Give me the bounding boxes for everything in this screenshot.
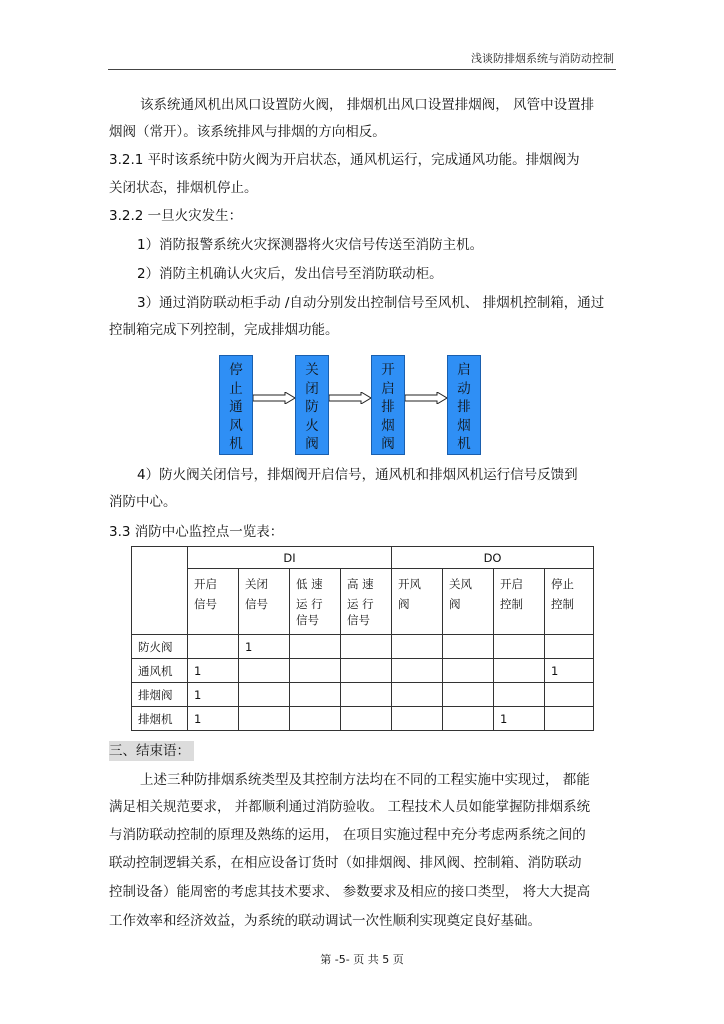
- table-cell: [443, 707, 494, 731]
- table-cell: [392, 683, 443, 707]
- table-cell: [239, 683, 290, 707]
- page-header-title: 浅谈防排烟系统与消防动控制: [471, 52, 614, 65]
- table-cell: 1: [494, 707, 545, 731]
- table-cell: [494, 683, 545, 707]
- step-3-cont: 控制箱完成下列控制，完成排烟功能。: [109, 322, 339, 338]
- table-cell: 1: [239, 635, 290, 659]
- conclusion-line: 工作效率和经济效益，为系统的联动调试一次性顺利实现奠定良好基础。: [109, 913, 541, 929]
- table-cell: [494, 635, 545, 659]
- table-cell: 1: [188, 659, 239, 683]
- table-cell: [188, 635, 239, 659]
- flow-box-stop-fan: [219, 355, 253, 455]
- table-cell: [290, 707, 341, 731]
- table-cell: [290, 683, 341, 707]
- table-cell: [239, 707, 290, 731]
- table-cell: [239, 659, 290, 683]
- flow-box-label: 关闭防火阀: [305, 362, 319, 452]
- table-cell: [290, 635, 341, 659]
- column-header: 停止 控制: [545, 569, 594, 635]
- conclusion-line: 控制设备）能周密的考虑其技术要求、 参数要求及相应的接口类型， 将大大提高: [109, 884, 591, 900]
- step-3: 3）通过消防联动柜手动 /自动分别发出控制信号至风机、 排烟机控制箱，通过: [137, 295, 605, 311]
- section-3-2-2-title: 3.2.2 一旦火灾发生：: [109, 208, 243, 224]
- page-footer: 第 -5- 页 共 5 页: [320, 953, 404, 966]
- table-cell: [392, 707, 443, 731]
- header-rule: [108, 69, 616, 70]
- conclusion-line: 与消防联动控制的原理及熟练的运用， 在项目实施过程中充分考虑两系统之间的: [109, 827, 586, 843]
- column-header: 关风 阀: [443, 569, 494, 635]
- step-4: 4）防火阀关闭信号，排烟阀开启信号，通风机和排烟风机运行信号反馈到: [137, 467, 578, 483]
- table-cell: [341, 707, 392, 731]
- table-cell: [341, 683, 392, 707]
- conclusion-line: 上述三种防排烟系统类型及其控制方法均在不同的工程实施中实现过， 都能: [140, 772, 590, 788]
- table-cell: [443, 659, 494, 683]
- table-cell: [341, 635, 392, 659]
- section-3-2-1-line: 关闭状态，排烟机停止。: [109, 180, 258, 196]
- step-2: 2）消防主机确认火灾后，发出信号至消防联动柜。: [137, 266, 443, 282]
- table-cell: [392, 635, 443, 659]
- step-1: 1）消防报警系统火灾探测器将火灾信号传送至消防主机。: [137, 237, 484, 253]
- conclusion-line: 满足相关规范要求， 并都顺利通过消防验收。 工程技术人员如能掌握防排烟系统: [109, 799, 591, 815]
- column-header: 开启 信号: [188, 569, 239, 635]
- table-row: [132, 635, 594, 659]
- flow-box-label: 启动排烟机: [457, 362, 471, 452]
- table-cell: 1: [188, 683, 239, 707]
- row-label: 排烟阀: [132, 683, 188, 707]
- monitoring-table: [131, 546, 594, 731]
- table-row: [132, 683, 594, 707]
- flow-box-label: 开启排烟阀: [381, 362, 395, 452]
- row-label: 排烟机: [132, 707, 188, 731]
- table-cell: [341, 659, 392, 683]
- table-cell: [545, 707, 594, 731]
- column-header: 关闭 信号: [239, 569, 290, 635]
- group-header-di: DI: [188, 547, 392, 569]
- table-cell: [494, 659, 545, 683]
- section-3-2-1-line: 3.2.1 平时该系统中防火阀为开启状态，通风机运行，完成通风功能。排烟阀为: [109, 152, 580, 168]
- table-row: [132, 659, 594, 683]
- table-row: [132, 707, 594, 731]
- conclusion-title: 三、结束语：: [109, 741, 194, 761]
- table-cell: [545, 635, 594, 659]
- paragraph-line: 烟阀（常开）。该系统排风与排烟的方向相反。: [109, 124, 386, 140]
- flow-box-label: 停止通风机: [229, 362, 243, 452]
- table-cell: 1: [188, 707, 239, 731]
- table-cell: [443, 683, 494, 707]
- paragraph-line: 该系统通风机出风口设置防火阀， 排烟机出风口设置排烟阀， 风管中设置排: [140, 97, 595, 113]
- row-label: 通风机: [132, 659, 188, 683]
- section-3-3-title: 3.3 消防中心监控点一览表：: [109, 524, 284, 540]
- step-4-cont: 消防中心。: [109, 494, 177, 510]
- column-header: 高 速 运 行 信号: [341, 569, 392, 635]
- flow-arrow-icon: [253, 392, 295, 404]
- group-header-do: DO: [392, 547, 594, 569]
- flow-box-start-exhaust-fan: [447, 355, 481, 455]
- row-label: 防火阀: [132, 635, 188, 659]
- flow-box-close-fire-damper: [295, 355, 329, 455]
- table-cell: [545, 683, 594, 707]
- flow-arrow-icon: [329, 392, 371, 404]
- column-header: 开风 阀: [392, 569, 443, 635]
- column-header: 低 速 运 行 信号: [290, 569, 341, 635]
- table-corner-cell: [132, 547, 188, 635]
- table-cell: [392, 659, 443, 683]
- table-cell: [290, 659, 341, 683]
- flow-box-open-smoke-valve: [371, 355, 405, 455]
- table-cell: 1: [545, 659, 594, 683]
- conclusion-line: 联动控制逻辑关系，在相应设备订货时（如排烟阀、排风阀、控制箱、消防联动: [109, 855, 582, 871]
- column-header: 开启 控制: [494, 569, 545, 635]
- flow-arrow-icon: [405, 392, 447, 404]
- table-cell: [443, 635, 494, 659]
